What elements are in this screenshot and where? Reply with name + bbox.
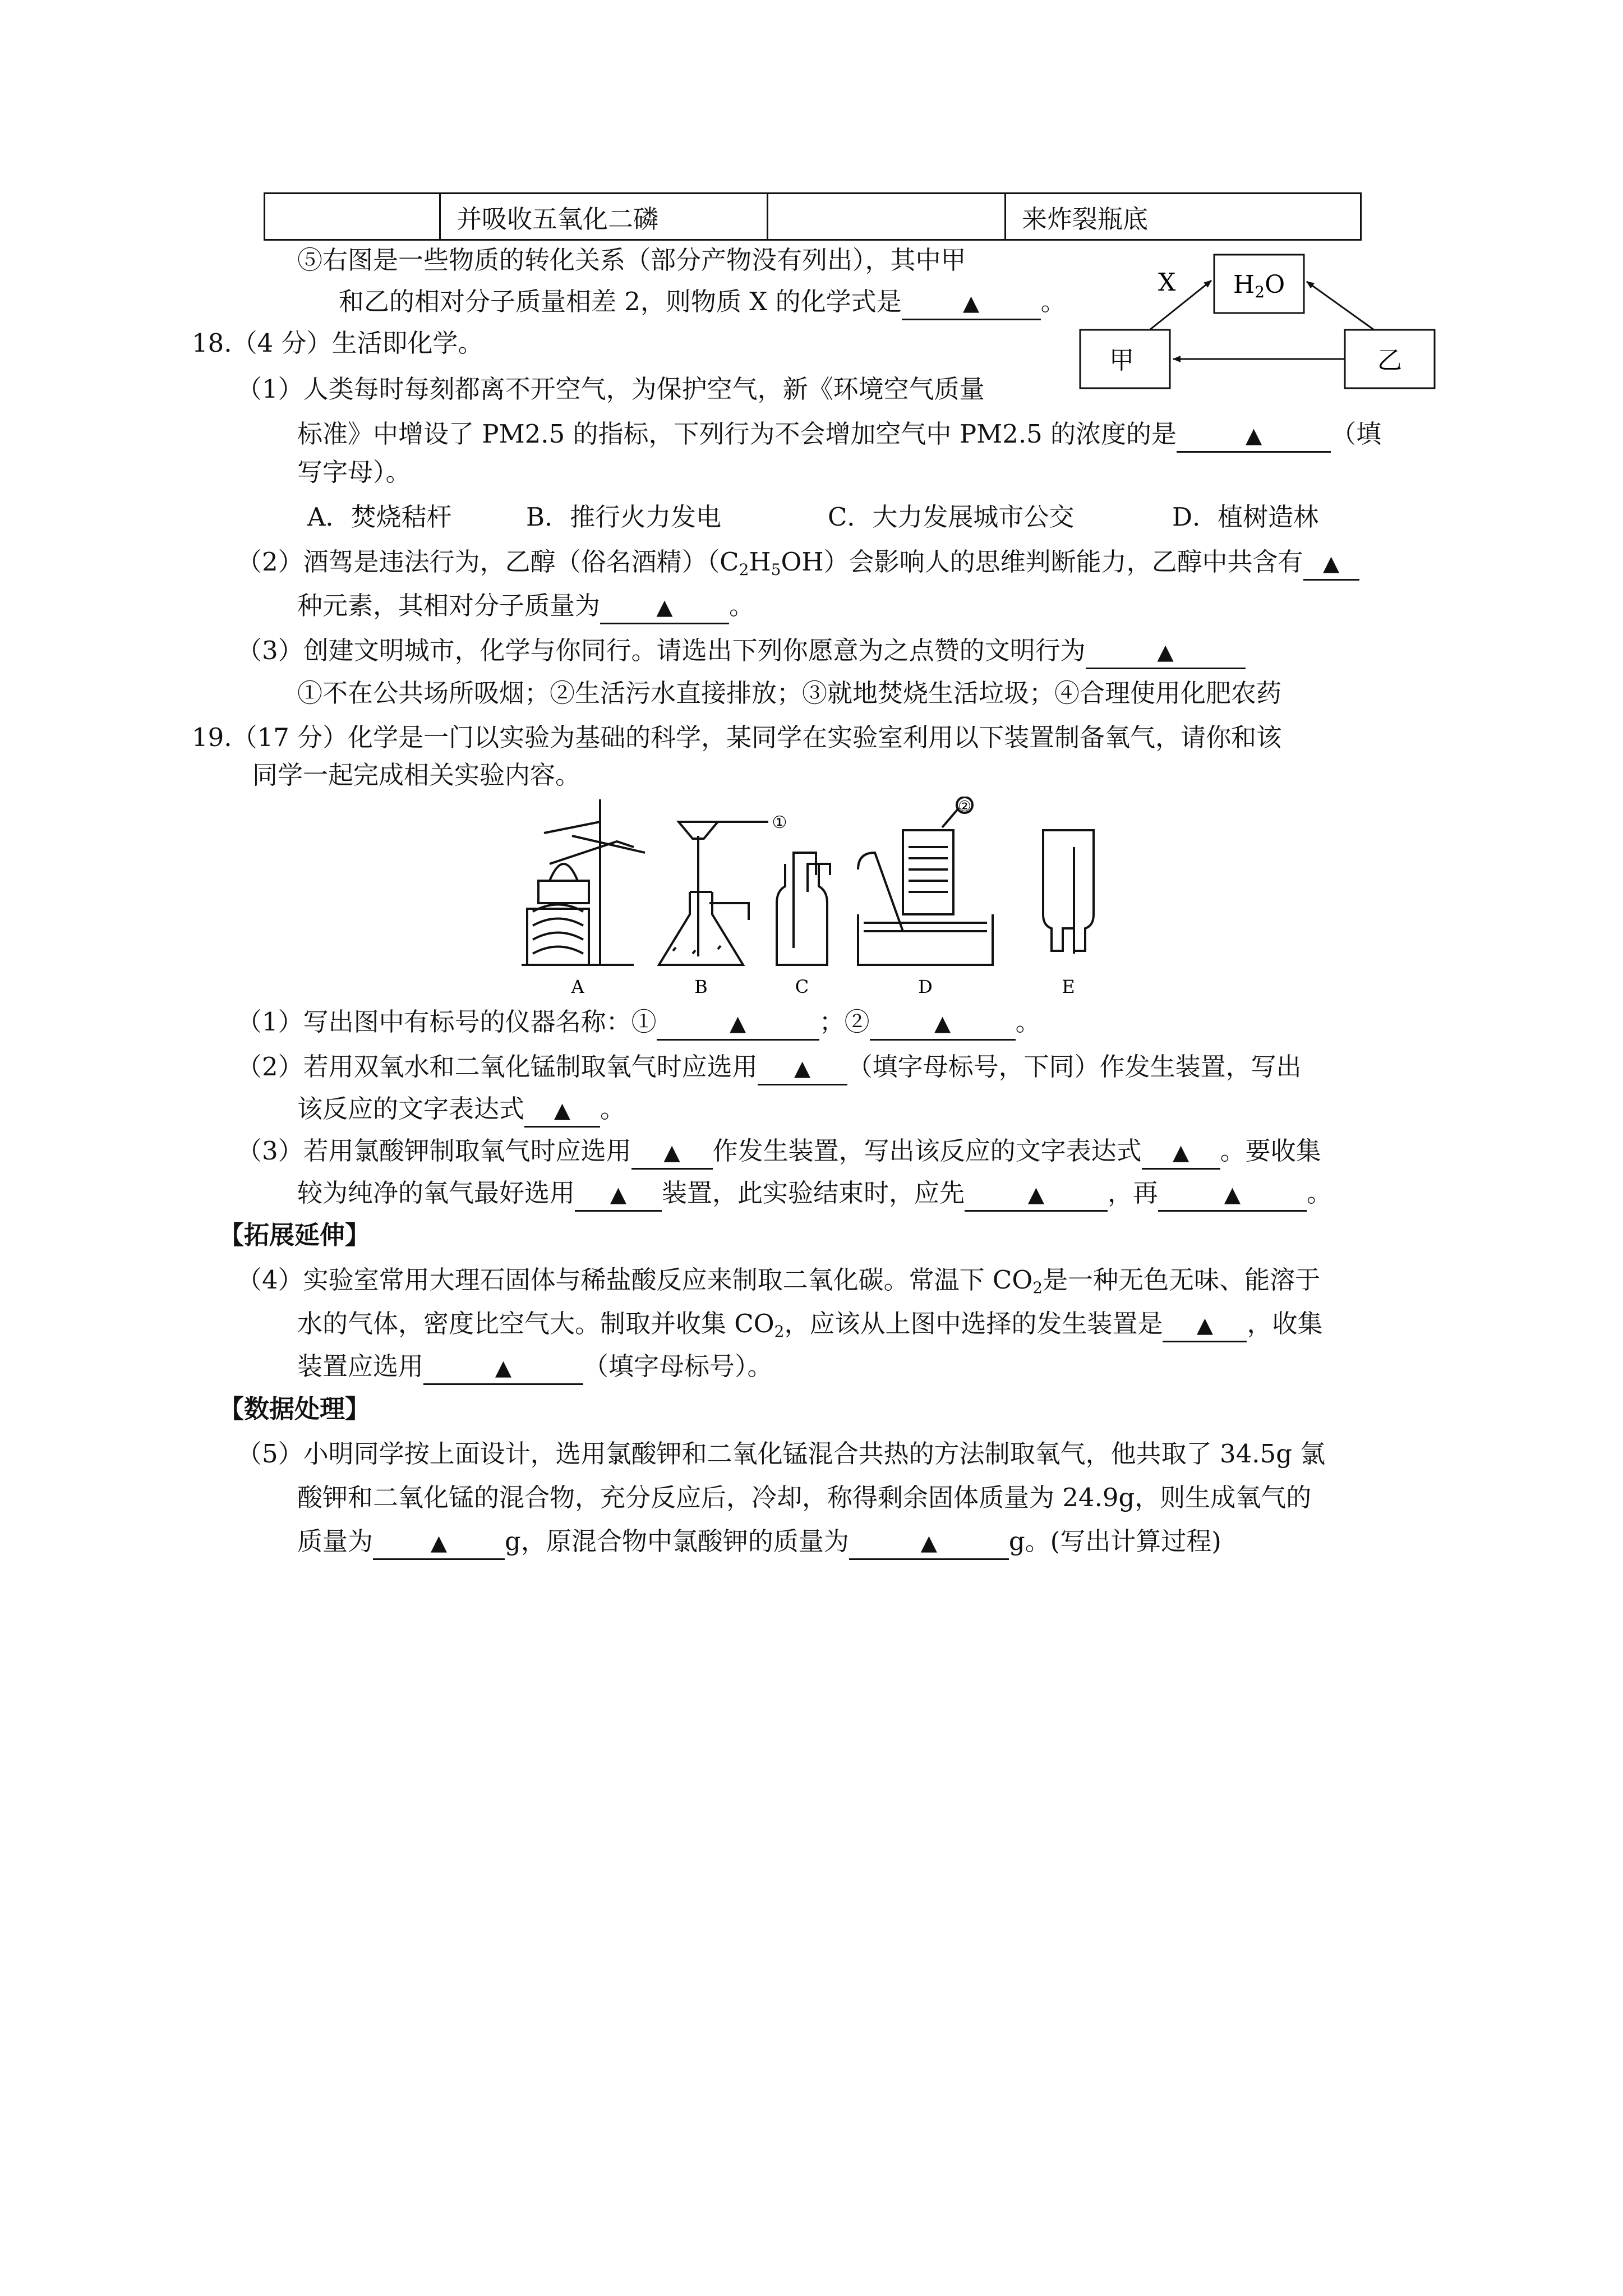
- q19-1-line: （1）写出图中有标号的仪器名称：① ▲ ；② ▲ 。: [237, 1004, 1041, 1041]
- answer-blank[interactable]: ▲: [902, 286, 1041, 320]
- section-data-processing: 【数据处理】: [219, 1394, 371, 1424]
- q18-option-c: C．大力发展城市公交: [828, 502, 1075, 532]
- marker-2: ②: [958, 798, 971, 815]
- table-cell: [768, 194, 1006, 240]
- q18-3-line1: （3）创建文明城市，化学与你同行。请选出下列你愿意为之点赞的文明行为 ▲: [237, 633, 1246, 669]
- h2o-formula: H2O: [1233, 270, 1285, 301]
- q19-4-line2: 水的气体，密度比空气大。制取并收集 $CO_2$，应该从上图中选择的发生装置是 ▲ ，收集: [297, 1306, 1323, 1350]
- apparatus-a: [522, 799, 645, 965]
- q18-1-line1: （1）人类每时每刻都离不开空气，为保护空气，新《环境空气质量: [237, 374, 985, 404]
- q18-2-line1: （2）酒驾是违法行为，乙醇（俗名酒精）$(C_2H_5OH)$会影响人的思维判断能力，乙醇中共含有 ▲: [237, 544, 1359, 588]
- answer-blank[interactable]: ▲: [423, 1351, 583, 1385]
- marker-1: ①: [772, 813, 787, 832]
- apparatus-b: [659, 822, 768, 965]
- q18-3-line2: ①不在公共场所吸烟；②生活污水直接排放；③就地焚烧生活垃圾；④合理使用化肥农药: [297, 678, 1282, 708]
- table-cell: [265, 194, 440, 240]
- q18-2-line2: 种元素，其相对分子质量为 ▲ 。: [297, 588, 754, 624]
- q19-heading-line2: 同学一起完成相关实验内容。: [252, 760, 581, 790]
- q18-option-a: A．焚烧秸杆: [307, 502, 452, 532]
- q18-heading: 18.（4 分）生活即化学。: [192, 328, 483, 358]
- q19-3-line1: （3）若用氯酸钾制取氧气时应选用 ▲ 作发生装置，写出该反应的文字表达式 ▲ 。要收集: [237, 1133, 1321, 1170]
- q19-5-line2: 酸钾和二氧化锰的混合物，充分反应后，冷却，称得剩余固体质量为 24.9g，则生成氧气的: [297, 1483, 1312, 1512]
- apparatus-c: [777, 853, 830, 965]
- answer-blank[interactable]: ▲: [1303, 546, 1359, 581]
- answer-blank[interactable]: ▲: [631, 1135, 713, 1170]
- q19-5-line3: 质量为 ▲ g，原混合物中氯酸钾的质量为 ▲ g。(写出计算过程): [297, 1524, 1221, 1560]
- answer-blank[interactable]: ▲: [870, 1006, 1016, 1041]
- apparatus-d: [858, 797, 993, 965]
- q18-1-line2: 标准》中增设了 PM2.5 的指标，下列行为不会增加空气中 PM2.5 的浓度的是 ▲ （填: [297, 416, 1381, 453]
- answer-blank[interactable]: ▲: [1086, 635, 1246, 669]
- answer-blank[interactable]: ▲: [1158, 1177, 1307, 1212]
- answer-blank[interactable]: ▲: [1142, 1135, 1220, 1170]
- label-b: B: [694, 976, 708, 997]
- section-extension: 【拓展延伸】: [219, 1220, 371, 1250]
- label-e: E: [1062, 976, 1075, 997]
- yi-label: 乙: [1377, 346, 1402, 375]
- q19-5-line1: （5）小明同学按上面设计，选用氯酸钾和二氧化锰混合共热的方法制取氧气，他共取了 34.5g 氯: [237, 1439, 1326, 1469]
- answer-blank[interactable]: ▲: [1177, 418, 1331, 453]
- conversion-diagram: [1077, 247, 1441, 398]
- table-cell: 并吸收五氧化二磷: [440, 194, 768, 240]
- answer-blank[interactable]: ▲: [1163, 1308, 1247, 1342]
- q19-2-line1: （2）若用双氧水和二氧化锰制取氧气时应选用 ▲ （填字母标号，下同）作发生装置，写出: [237, 1049, 1302, 1085]
- jia-label: 甲: [1109, 346, 1134, 375]
- apparatus-figure: [516, 797, 1127, 1004]
- q17-5-line1: ⑤右图是一些物质的转化关系（部分产物没有列出），其中甲: [297, 245, 966, 275]
- q19-3-line2: 较为纯净的氧气最好选用 ▲ 装置，此实验结束时，应先 ▲ ，再 ▲ 。: [297, 1175, 1332, 1212]
- answer-blank[interactable]: ▲: [600, 590, 729, 624]
- answer-blank[interactable]: ▲: [657, 1006, 819, 1041]
- arrow-yi-to-h2o: [1307, 282, 1374, 330]
- label-c: C: [795, 976, 809, 997]
- apparatus-e: [1043, 830, 1094, 954]
- q19-2-line2: 该反应的文字表达式 ▲ 。: [297, 1091, 625, 1128]
- answer-table: [264, 192, 1362, 241]
- q18-option-b: B．推行火力发电: [526, 502, 722, 532]
- answer-blank[interactable]: ▲: [524, 1093, 600, 1128]
- label-a: A: [571, 976, 584, 997]
- table-row: [265, 194, 1361, 240]
- answer-blank[interactable]: ▲: [575, 1177, 662, 1212]
- answer-blank[interactable]: ▲: [849, 1526, 1009, 1560]
- q19-4-line3: 装置应选用 ▲ （填字母标号）。: [297, 1349, 773, 1385]
- answer-blank[interactable]: ▲: [758, 1051, 847, 1085]
- answer-blank[interactable]: ▲: [965, 1177, 1108, 1212]
- answer-blank[interactable]: ▲: [373, 1526, 505, 1560]
- q18-1-line3: 写字母）。: [297, 457, 411, 487]
- q19-4-line1: （4）实验室常用大理石固体与稀盐酸反应来制取二氧化碳。常温下 $CO_2$是一种无色无味、能溶于: [237, 1265, 1321, 1297]
- label-d: D: [918, 976, 933, 997]
- table-cell: 来炸裂瓶底: [1006, 194, 1361, 240]
- q18-option-d: D．植树造林: [1172, 502, 1319, 532]
- x-label: X: [1158, 268, 1176, 297]
- q19-heading-line1: 19.（17 分）化学是一门以实验为基础的科学，某同学在实验室利用以下装置制备氧气，请你和该: [192, 723, 1282, 752]
- q17-5-line2: 和乙的相对分子质量相差 2，则物质 X 的化学式是 ▲ 。: [339, 284, 1066, 320]
